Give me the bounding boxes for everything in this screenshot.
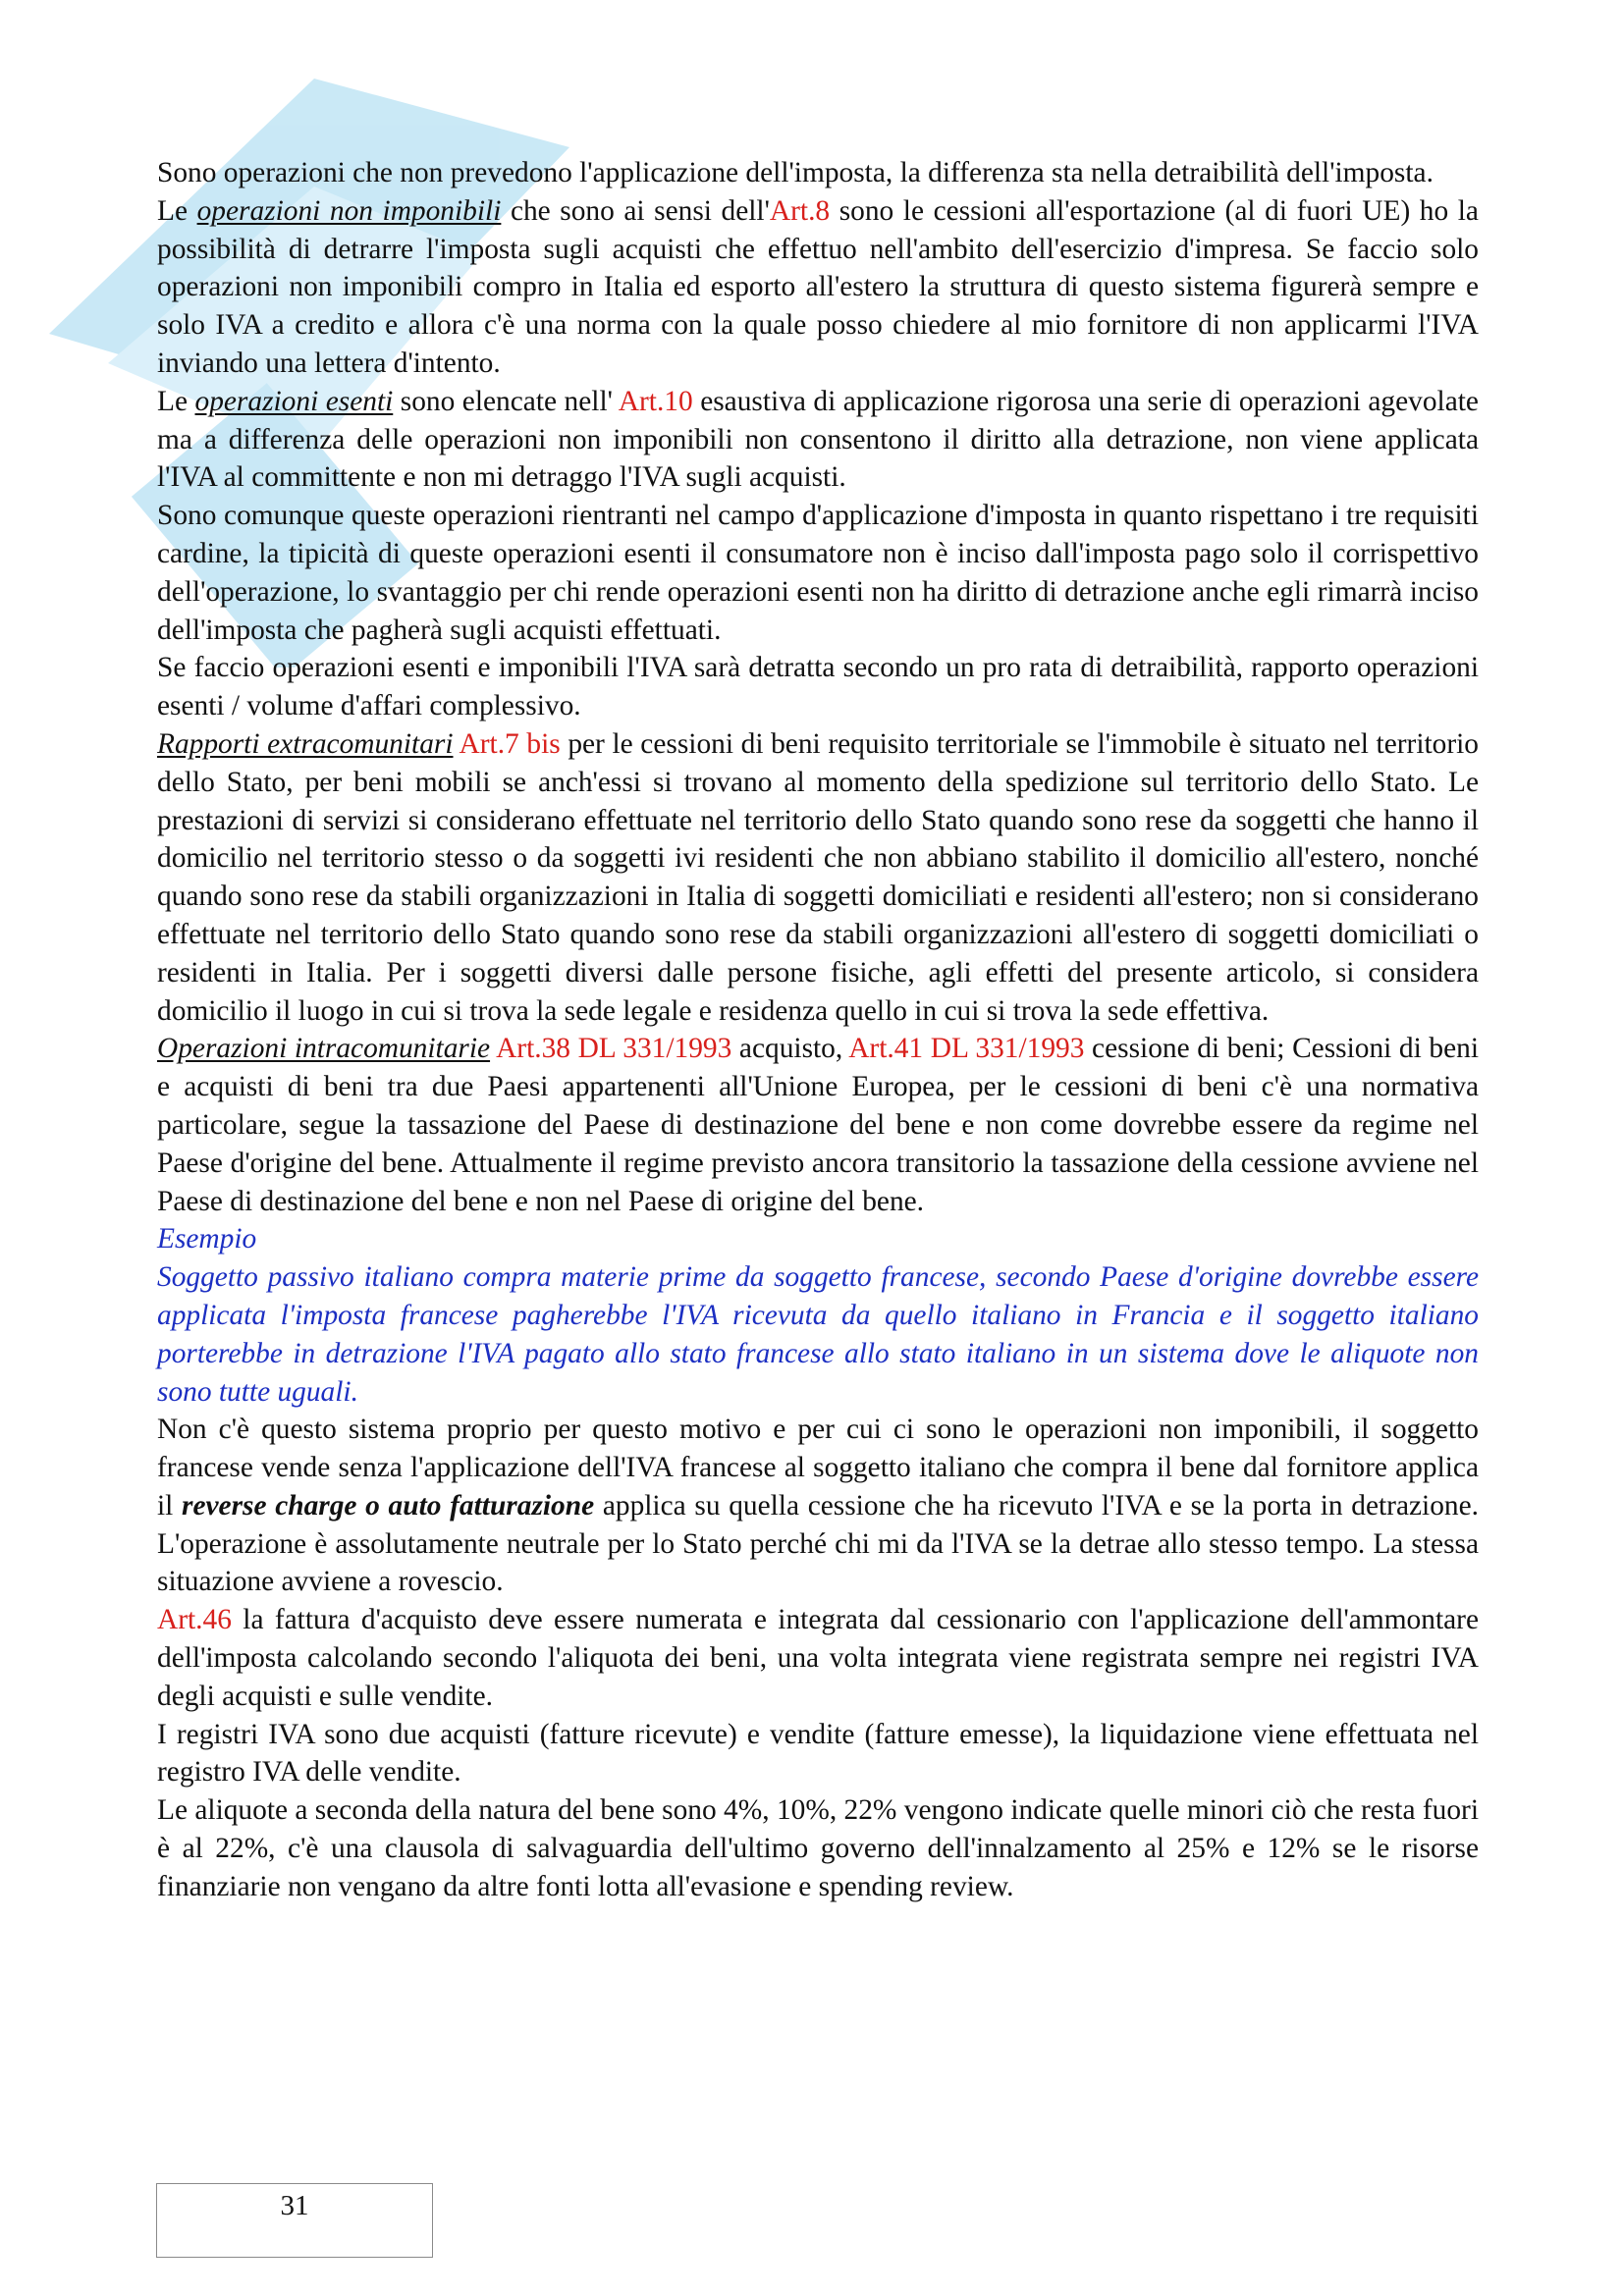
article-ref: Art.7 bis <box>459 727 561 760</box>
paragraph: I registri IVA sono due acquisti (fatture ricevute) e vendite (fatture emesse), la liquidazione viene effettuata nel registro IVA delle vendite. <box>157 1718 1479 1789</box>
article-ref: Art.38 DL 331/1993 <box>496 1033 732 1065</box>
text: applica su quella cessione che ha ricevuto l'IVA e se la porta in detrazione. L'operazione è assolutamente neutrale per lo Stato perché chi mi da l'IVA se la detrae allo stesso tempo. La stessa situazione avviene a rovescio. <box>157 1489 1480 1598</box>
text: esaustiva di applicazione rigorosa una serie di operazioni agevolate ma a differenza delle operazioni non imponibili non consentono il diritto alla detrazione, non viene applicata l'IVA al committente e non mi detraggo l'IVA sugli acquisti. <box>157 385 1479 494</box>
article-ref: Art.46 <box>157 1604 232 1636</box>
text: sono elencate nell' <box>393 385 619 417</box>
paragraph <box>157 1411 1479 1601</box>
text: Non c'è questo sistema proprio per questo motivo e per cui ci sono le operazioni non imponibili, il soggetto francese vende senza l'applicazione dell'IVA francese al soggetto italiano che compra il bene dal fornitore applica il <box>157 1414 1479 1522</box>
document-body <box>157 154 1479 1906</box>
text: sono le cessioni all'esportazione (al di fuori UE) ho la possibilità di detrarre l'imposta sugli acquisti che effettuo nell'ambito dell'esercizio d'impresa. Se faccio solo operazioni non imponibili compro in Italia ed esporto all'estero la struttura di questo sistema figurerà sempre e solo IVA a credito e allora c'è una norma con la quale posso chiedere al mio fornitore di non applicarmi l'IVA inviando una lettera d'intento. <box>157 194 1479 379</box>
text: che sono ai sensi dell' <box>501 194 770 227</box>
paragraph <box>157 725 1479 1030</box>
paragraph: Sono comunque queste operazioni rientranti nel campo d'applicazione d'imposta in quanto rispettano i tre requisiti cardine, la tipicità di queste operazioni esenti il consumatore non è inciso dall'imposta pago solo il corrispettivo dell'operazione, lo svantaggio per chi rende operazioni esenti non ha diritto di detrazione anche egli rimarrà inciso dell'imposta che pagherà sugli acquisti effettuati. <box>157 500 1479 646</box>
paragraph: Se faccio operazioni esenti e imponibili l'IVA sarà detratta secondo un pro rata di detraibilità, rapporto operazioni esenti / volume d'affari complessivo. <box>157 652 1479 722</box>
article-ref: Art.10 <box>618 385 693 417</box>
paragraph <box>157 383 1479 497</box>
text: la fattura d'acquisto deve essere numerata e integrata dal cessionario con l'applicazione dell'ammontare dell'imposta calcolando secondo l'aliquota dei beni, una volta integrata viene registrata sempre nei registri IVA degli acquisti e sulle vendite. <box>157 1604 1479 1712</box>
text: cessione di beni; Cessioni di beni e acquisti di beni tra due Paesi appartenenti all'Unione Europea, per le cessioni di beni c'è una normativa particolare, segue la tassazione del Paese di destinazione del bene e non come dovrebbe essere da regime nel Paese d'origine del bene. Attualmente il regime previsto ancora transitorio la tassazione della cessione avviene nel Paese di destinazione del bene e non nel Paese di origine del bene. <box>157 1033 1479 1217</box>
paragraph: Le aliquote a seconda della natura del bene sono 4%, 10%, 22% vengono indicate quelle minori ciò che resta fuori è al 22%, c'è una clausola di salvaguardia dell'ultimo governo dell'innalzamento al 25% e 12% se le risorse finanziarie non vengano da altre fonti lotta all'evasione e spending review. <box>157 1794 1479 1902</box>
article-ref: Art.41 DL 331/1993 <box>848 1033 1085 1065</box>
example-text: Soggetto passivo italiano compra materie prime da soggetto francese, secondo Paese d'origine dovrebbe essere applicata l'imposta francese pagherebbe l'IVA ricevuta da quello italiano in Francia e il soggetto italiano porterebbe in detrazione l'IVA pagato allo stato francese allo stato italiano in un sistema dove le aliquote non sono tutte uguali. <box>157 1261 1479 1408</box>
text: acquisto, <box>731 1033 849 1065</box>
paragraph <box>157 1030 1479 1220</box>
article-ref: Art.8 <box>769 194 831 227</box>
example-title: Esempio <box>157 1223 257 1255</box>
paragraph: Sono operazioni che non prevedono l'applicazione dell'imposta, la differenza sta nella detraibilità dell'imposta. <box>157 157 1434 188</box>
text: Le <box>157 385 195 417</box>
bold-term-reverse-charge: reverse charge o auto fatturazione <box>182 1489 595 1522</box>
term-operazioni-non-imponibili: operazioni non imponibili <box>196 194 502 227</box>
text: Le <box>157 194 197 227</box>
page-number: 31 <box>156 2183 433 2258</box>
term-operazioni-esenti: operazioni esenti <box>194 385 394 417</box>
paragraph <box>157 1601 1479 1715</box>
paragraph <box>157 192 1479 383</box>
text: per le cessioni di beni requisito territoriale se l'immobile è situato nel territorio dello Stato, per beni mobili se anch'essi si trovano al momento della spedizione sul territorio dello Stato. Le prestazioni di servizi si considerano effettuate nel territorio dello Stato quando sono rese da soggetti che hanno il domicilio nel territorio stesso o da soggetti ivi residenti che non abbiano stabilito il domicilio all'estero, nonché quando sono rese da stabili organizzazioni in Italia di soggetti domiciliati e residenti all'estero; non si considerano effettuate nel territorio dello Stato quando sono rese da stabili organizzazioni all'estero di soggetti domiciliati o residenti in Italia. Per i soggetti diversi dalle persone fisiche, agli effetti del presente articolo, si considera domicilio il luogo in cui si trova la sede legale e residenza quello in cui si trova la sede effettiva. <box>157 727 1479 1027</box>
term-rapporti-extracomunitari: Rapporti extracomunitari <box>157 727 454 760</box>
term-operazioni-intracomunitarie: Operazioni intracomunitarie <box>157 1033 491 1065</box>
